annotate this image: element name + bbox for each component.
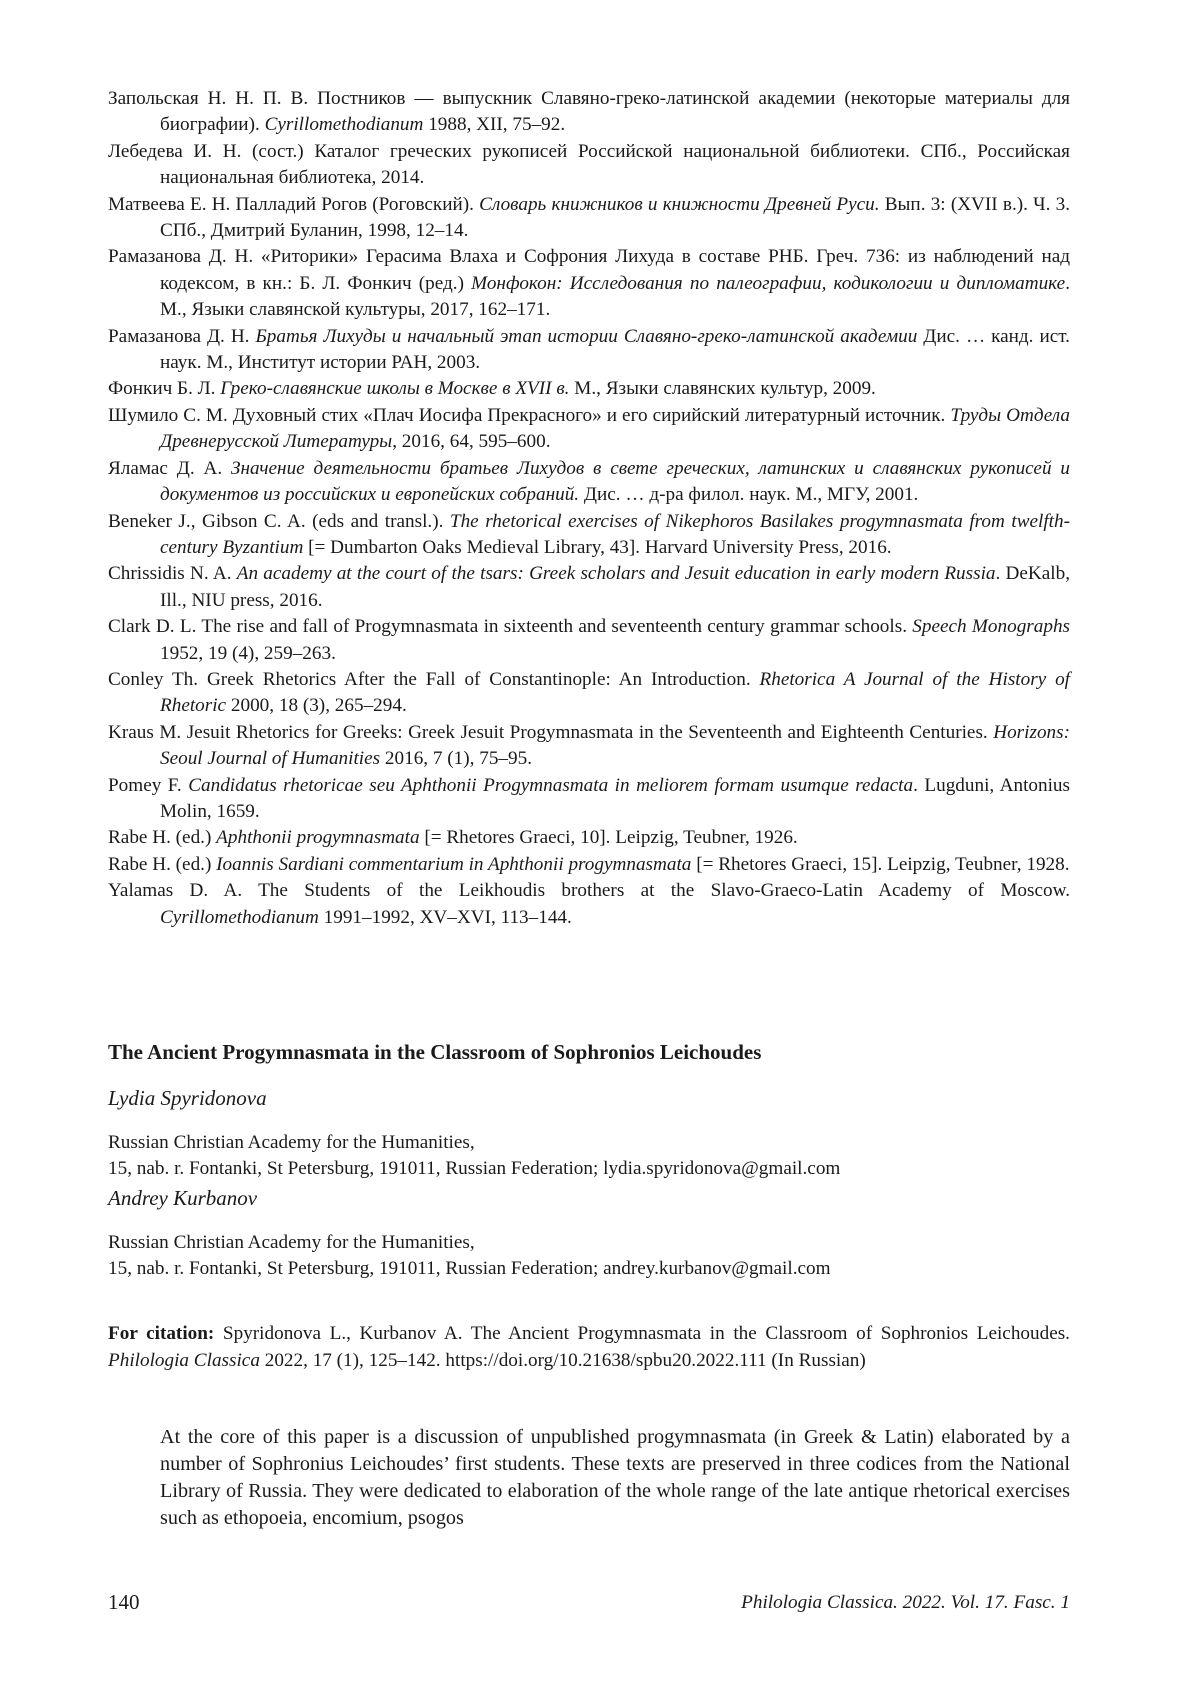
reference-text: 2016, 7 (1), 75–95.: [380, 748, 532, 770]
reference-entry: [108, 773, 1070, 826]
reference-title: The rhetorical exercises of Nikephoros Basilakes progymnasmata from twelfth-century Byzantium: [160, 510, 1070, 558]
reference-entry: [108, 561, 1070, 614]
reference-entry: [108, 667, 1070, 720]
reference-text: Яламас Д. А.: [108, 457, 232, 479]
reference-text: Лебедева И. Н. (сост.) Каталог греческих рукописей Российской национальной библиотеки. СПб., Российская национальная библиотека, 2014.: [108, 140, 1070, 189]
reference-entry: [108, 825, 1070, 851]
reference-text: 2000, 18 (3), 265–294.: [226, 695, 407, 717]
reference-title: Монфокон: Исследования по палеографии, кодикологии и дипломатике: [471, 272, 1066, 294]
reference-text: Матвеева Е. Н. Палладий Рогов (Роговский).: [108, 193, 480, 215]
abstract: At the core of this paper is a discussion of unpublished progymnasmata (in Greek & Latin) elaborated by a number of Sophronius Leichoudes’ first students. These texts are preserved in three codices from the National Library of Russia. They were dedicated to elaboration of the whole range of the late antique rhetorical exercises such as ethopoeia, encomium, psogos: [160, 1426, 1070, 1529]
reference-entry: [108, 720, 1070, 773]
reference-text: Beneker J., Gibson C. A. (eds and transl.).: [108, 510, 450, 532]
reference-text: Rabe H. (ed.): [108, 827, 217, 849]
author-name: Lydia Spyridonova: [108, 1086, 267, 1110]
reference-entry: [108, 878, 1070, 931]
reference-entry: [108, 509, 1070, 562]
reference-text: Clark D. L. The rise and fall of Progymnasmata in sixteenth and seventeenth century grammar schools.: [108, 616, 913, 638]
article-title: The Ancient Progymnasmata in the Classroom of Sophronios Leichoudes: [108, 1040, 762, 1064]
reference-text: Рамазанова Д. Н.: [108, 325, 256, 347]
reference-text: Запольская Н. Н. П. В. Постников — выпускник Славяно-греко-латинской академии (некоторые материалы для биографии).: [108, 88, 1070, 136]
reference-text: Rabe H. (ed.): [108, 853, 217, 875]
reference-title: Значение деятельности братьев Лихудов в свете греческих, латинских и славянских рукописей и документов из российских и европейских собраний.: [160, 457, 1070, 506]
reference-text: [= Dumbarton Oaks Medieval Library, 43]. Harvard University Press, 2016.: [303, 536, 892, 558]
reference-entry: [108, 403, 1070, 456]
reference-text: Conley Th. Greek Rhetorics After the Fall of Constantinople: An Introduction.: [108, 668, 760, 690]
journal-footer: Philologia Classica. 2022. Vol. 17. Fasc. 1: [741, 1592, 1070, 1613]
reference-title: An academy at the court of the tsars: Greek scholars and Jesuit education in early modern Russia: [236, 563, 996, 585]
reference-entry: [108, 376, 1070, 402]
reference-text: Дис. … канд. ист. наук. М., Институт истории РАН, 2003.: [160, 325, 1070, 374]
reference-text: М., Языки славянских культур, 2009.: [569, 378, 876, 400]
reference-text: Chrissidis N. A.: [108, 563, 237, 585]
reference-title: Speech Monographs: [912, 616, 1071, 638]
reference-entry: [108, 456, 1070, 509]
reference-entry: [108, 614, 1070, 667]
reference-title: Horizons: Seoul Journal of Humanities: [160, 721, 1070, 770]
citation-label: For citation:: [108, 1323, 215, 1344]
reference-entry: [108, 324, 1070, 377]
reference-text: . DeKalb, Ill., NIU press, 2016.: [160, 563, 1071, 611]
reference-entry: [108, 244, 1070, 323]
reference-title: Словарь книжников и книжности Древней Руси.: [479, 193, 880, 215]
reference-entry: [108, 86, 1070, 139]
reference-title: Труды Отдела Древнерусской Литературы: [160, 404, 1070, 453]
reference-text: Kraus M. Jesuit Rhetorics for Greeks: Greek Jesuit Progymnasmata in the Seventeenth and Eighteenth Centuries.: [108, 721, 994, 743]
reference-entry: [108, 192, 1070, 245]
reference-text: . Lugduni, Antonius Molin, 1659.: [160, 774, 1070, 822]
page-number: 140: [108, 1590, 140, 1614]
author-affiliation: [108, 1130, 1070, 1183]
reference-title: Ioannis Sardiani commentarium in Aphthonii progymnasmata: [216, 853, 692, 875]
reference-text: [= Rhetores Graeci, 15]. Leipzig, Teubner, 1928.: [691, 853, 1070, 875]
author-name: Andrey Kurbanov: [108, 1186, 258, 1210]
reference-text: 1952, 19 (4), 259–263.: [160, 642, 336, 664]
affiliation-line: Russian Christian Academy for the Humanities,: [108, 1132, 475, 1153]
reference-text: , 2016, 64, 595–600.: [392, 431, 551, 453]
reference-text: . М., Языки славянской культуры, 2017, 162–171.: [160, 272, 1070, 321]
reference-text: [= Rhetores Graeci, 10]. Leipzig, Teubner, 1926.: [419, 827, 798, 849]
reference-title: Aphthonii progymnasmata: [216, 827, 420, 849]
reference-text: Шумило С. М. Духовный стих «Плач Иосифа Прекрасного» и его сирийский литературный источник.: [108, 404, 951, 426]
reference-text: 1991–1992, XV–XVI, 113–144.: [318, 906, 572, 928]
author-affiliation: [108, 1230, 1070, 1283]
reference-text: Вып. 3: (XVII в.). Ч. 3. СПб., Дмитрий Буланин, 1998, 12–14.: [160, 193, 1071, 242]
reference-entry: [108, 852, 1070, 878]
reference-title: Rhetorica A Journal of the History of Rhetoric: [160, 668, 1070, 717]
reference-text: Yalamas D. A. The Students of the Leikhoudis brothers at the Slavo-Graeco-Latin Academy of Moscow.: [108, 880, 1070, 902]
reference-text: Фонкич Б. Л.: [108, 378, 221, 400]
reference-title: Candidatus rhetoricae seu Aphthonii Progymnasmata in meliorem formam usumque redacta: [188, 774, 914, 796]
reference-text: Pomey F.: [108, 774, 189, 796]
reference-entry: [108, 139, 1070, 192]
citation-text: 2022, 17 (1), 125–142. https://doi.org/10.21638/spbu20.2022.111 (In Russian): [259, 1350, 866, 1371]
reference-text: Рамазанова Д. Н. «Риторики» Герасима Влаха и Софрония Лихуда в составе РНБ. Греч. 736: из наблюдений над кодексом, в кн.: Б. Л. Фонкич (ред.): [108, 246, 1070, 294]
reference-list: [108, 86, 1070, 931]
affiliation-line: 15, nab. r. Fontanki, St Petersburg, 191011, Russian Federation; lydia.spyridonova@gmail.com: [108, 1158, 841, 1180]
citation-text: Spyridonova L., Kurbanov A. The Ancient Progymnasmata in the Classroom of Sophronios Leichoudes.: [214, 1323, 1070, 1344]
affiliation-line: Russian Christian Academy for the Humanities,: [108, 1232, 475, 1253]
affiliation-line: 15, nab. r. Fontanki, St Petersburg, 191011, Russian Federation; andrey.kurbanov@gmail.com: [108, 1258, 831, 1280]
citation-block: [108, 1320, 1070, 1374]
citation-journal: Philologia Classica: [108, 1350, 260, 1371]
reference-title: Cyrillomethodianum: [264, 114, 424, 136]
reference-text: Дис. … д-ра филол. наук. М., МГУ, 2001.: [579, 484, 919, 506]
reference-title: Cyrillomethodianum: [160, 906, 319, 928]
reference-text: 1988, XII, 75–92.: [423, 114, 566, 136]
reference-title: Греко-славянские школы в Москве в XVII в.: [220, 378, 570, 400]
reference-title: Братья Лихуды и начальный этап истории Славяно-греко-латинской академии: [255, 325, 918, 347]
